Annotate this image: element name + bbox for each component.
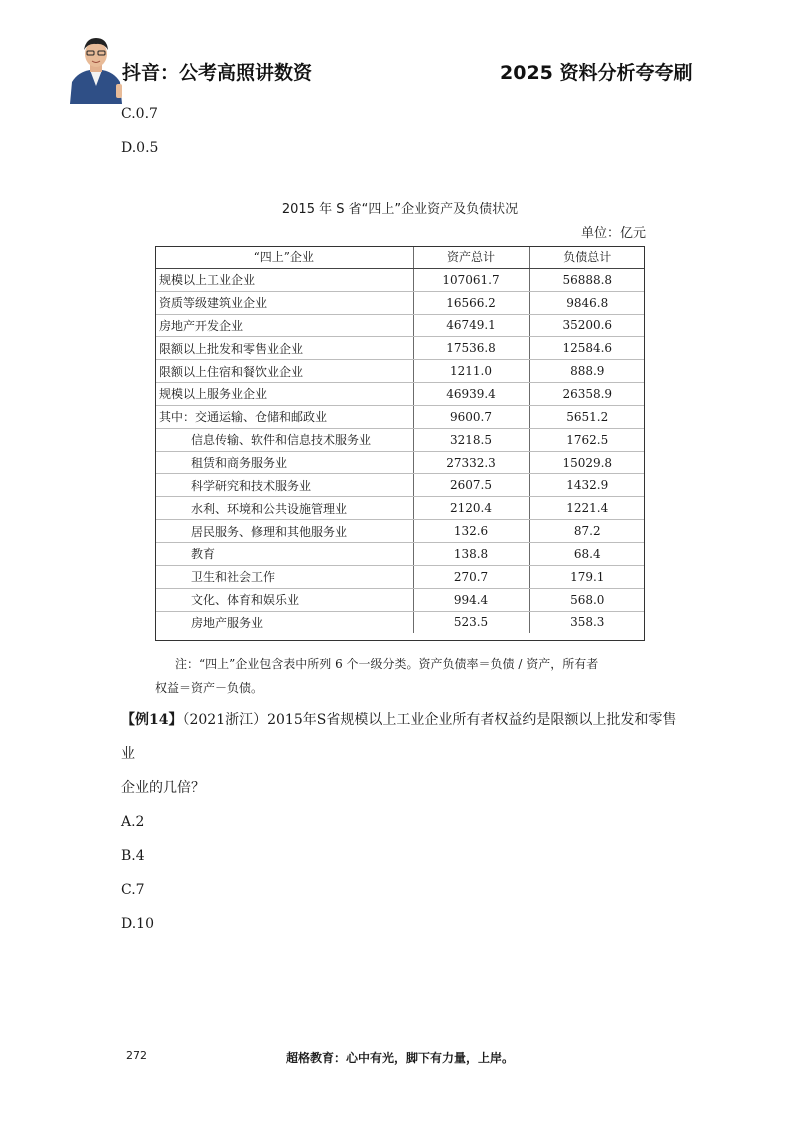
table-row (155, 268, 645, 291)
presenter-avatar (68, 30, 124, 104)
question-text-line2: 企业的几倍？ (121, 780, 205, 796)
question-block (121, 703, 681, 941)
row-liabilities: 26358.9 (529, 383, 645, 406)
row-name: 规模以上工业企业 (155, 268, 413, 291)
table-note-line1: 注：“四上”企业包含表中所列 6 个一级分类。资产负债率＝负债 / 资产，所有者 (175, 657, 599, 671)
row-name: 卫生和社会工作 (155, 565, 413, 588)
row-assets: 132.6 (413, 520, 529, 543)
row-assets: 46939.4 (413, 383, 529, 406)
row-assets: 107061.7 (413, 268, 529, 291)
row-assets: 3218.5 (413, 428, 529, 451)
row-liabilities: 56888.8 (529, 268, 645, 291)
table-row (155, 451, 645, 474)
row-name: 房地产服务业 (155, 611, 413, 633)
table-row (155, 383, 645, 406)
row-assets: 994.4 (413, 588, 529, 611)
header-assets: 资产总计 (413, 246, 529, 268)
row-liabilities: 1432.9 (529, 474, 645, 497)
question-tag: 【例14】 (121, 712, 183, 728)
row-liabilities: 35200.6 (529, 314, 645, 337)
row-assets: 9600.7 (413, 405, 529, 428)
table-row (155, 565, 645, 588)
table-row (155, 291, 645, 314)
row-assets: 46749.1 (413, 314, 529, 337)
table-row (155, 542, 645, 565)
data-table (155, 246, 645, 633)
option-c: C.7 (121, 882, 145, 898)
row-liabilities: 68.4 (529, 542, 645, 565)
row-liabilities: 12584.6 (529, 337, 645, 360)
table-title: 2015 年 S 省“四上”企业资产及负债状况 (281, 202, 519, 217)
row-name: 居民服务、修理和其他服务业 (155, 520, 413, 543)
table-row (155, 497, 645, 520)
table-row (155, 360, 645, 383)
row-liabilities: 358.3 (570, 615, 605, 630)
prev-option-d: D.0.5 (121, 140, 159, 156)
header-liabilities: 负债总计 (529, 246, 645, 268)
question-line1 (121, 703, 681, 771)
page-number: 272 (126, 1049, 147, 1062)
row-liabilities: 888.9 (529, 360, 645, 383)
row-name: 限额以上批发和零售业企业 (155, 337, 413, 360)
row-assets: 523.5 (413, 611, 529, 633)
row-name: 信息传输、软件和信息技术服务业 (155, 428, 413, 451)
header-enterprise: “四上”企业 (155, 246, 413, 268)
header-channel-title: 抖音：公考高照讲数资 (122, 62, 313, 84)
row-assets: 17536.8 (413, 337, 529, 360)
row-liabilities: 5651.2 (529, 405, 645, 428)
table-row (155, 520, 645, 543)
table-note-line2: 权益＝资产－负债。 (155, 681, 264, 695)
row-liabilities: 1221.4 (529, 497, 645, 520)
table-row (155, 428, 645, 451)
row-name: 水利、环境和公共设施管理业 (155, 497, 413, 520)
table-unit: 单位：亿元 (580, 226, 646, 241)
row-assets: 1211.0 (413, 360, 529, 383)
table-note (155, 652, 645, 700)
prev-option-c: C.0.7 (121, 106, 158, 122)
option-d: D.10 (121, 916, 154, 932)
row-name: 规模以上服务业企业 (155, 383, 413, 406)
option-b: B.4 (121, 848, 145, 864)
row-name: 文化、体育和娱乐业 (155, 588, 413, 611)
table-row (155, 314, 645, 337)
row-liabilities: 15029.8 (529, 451, 645, 474)
row-name: 房地产开发企业 (155, 314, 413, 337)
table-header-row (155, 246, 645, 268)
row-name: 资质等级建筑业企业 (155, 291, 413, 314)
row-assets: 16566.2 (413, 291, 529, 314)
row-name: 其中：交通运输、仓储和邮政业 (155, 405, 413, 428)
footer-slogan: 超格教育：心中有光，脚下有力量，上岸。 (285, 1051, 514, 1065)
row-name: 科学研究和技术服务业 (155, 474, 413, 497)
header-book-title: 2025 资料分析夸夸刷 (500, 62, 693, 84)
row-liabilities: 1762.5 (529, 428, 645, 451)
row-liabilities: 87.2 (529, 520, 645, 543)
row-assets: 27332.3 (413, 451, 529, 474)
row-liabilities: 9846.8 (529, 291, 645, 314)
row-liabilities: 568.0 (529, 588, 645, 611)
table-row (155, 405, 645, 428)
row-assets: 2607.5 (413, 474, 529, 497)
question-text-line1: （2021浙江）2015年S省规模以上工业企业所有者权益约是限额以上批发和零售业 (121, 712, 677, 762)
row-name: 限额以上住宿和餐饮业企业 (155, 360, 413, 383)
table-row (155, 474, 645, 497)
table-row (155, 588, 645, 611)
row-name: 租赁和商务服务业 (155, 451, 413, 474)
row-name: 教育 (155, 542, 413, 565)
row-assets: 270.7 (413, 565, 529, 588)
table-row (155, 337, 645, 360)
row-assets: 138.8 (413, 542, 529, 565)
row-liabilities: 179.1 (529, 565, 645, 588)
table-row (155, 611, 645, 633)
row-assets: 2120.4 (413, 497, 529, 520)
option-a: A.2 (121, 814, 145, 830)
